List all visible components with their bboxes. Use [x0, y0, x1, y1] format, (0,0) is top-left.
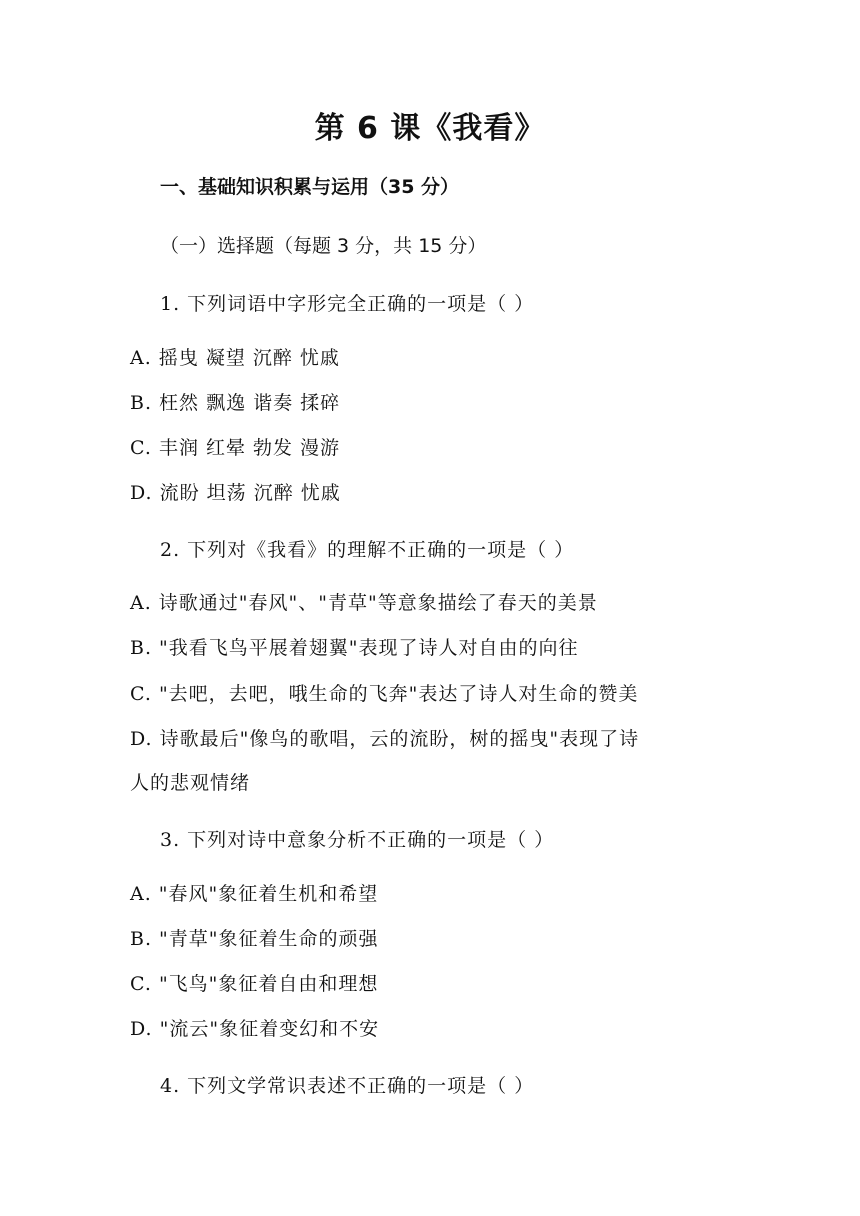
question-3-option-c: C. "飞鸟"象征着自由和理想 — [130, 973, 379, 995]
question-2-option-c: C. "去吧，去吧，哦生命的飞奔"表达了诗人对生命的赞美 — [130, 683, 639, 705]
page-title: 第 6 课《我看》 — [314, 111, 546, 146]
question-1-option-d: D. 流盼 坦荡 沉醉 忧戚 — [130, 482, 341, 504]
question-3-stem: 3. 下列对诗中意象分析不正确的一项是（ ） — [160, 829, 555, 851]
question-1-option-a: A. 摇曳 凝望 沉醉 忧戚 — [130, 347, 340, 369]
section-heading: 一、基础知识积累与运用（35 分） — [160, 176, 460, 198]
question-1-option-c: C. 丰润 红晕 勃发 漫游 — [130, 437, 341, 459]
question-2-option-d: D. 诗歌最后"像鸟的歌唱，云的流盼，树的摇曳"表现了诗 — [130, 728, 640, 750]
question-4-stem: 4. 下列文学常识表述不正确的一项是（ ） — [160, 1075, 535, 1097]
question-2-stem: 2. 下列对《我看》的理解不正确的一项是（ ） — [160, 539, 575, 561]
question-2-option-a: A. 诗歌通过"春风"、"青草"等意象描绘了春天的美景 — [130, 592, 598, 614]
question-2-option-d-continuation: 人的悲观情绪 — [130, 772, 251, 794]
question-3-option-b: B. "青草"象征着生命的顽强 — [130, 928, 379, 950]
question-1-stem: 1. 下列词语中字形完全正确的一项是（ ） — [160, 293, 535, 315]
question-1-option-b: B. 枉然 飘逸 谐奏 揉碎 — [130, 392, 341, 414]
question-3-option-d: D. "流云"象征着变幻和不安 — [130, 1018, 380, 1040]
subsection-heading: （一）选择题（每题 3 分，共 15 分） — [160, 235, 487, 257]
question-3-option-a: A. "春风"象征着生机和希望 — [130, 883, 379, 905]
question-2-option-b: B. "我看飞鸟平展着翅翼"表现了诗人对自由的向往 — [130, 637, 579, 659]
